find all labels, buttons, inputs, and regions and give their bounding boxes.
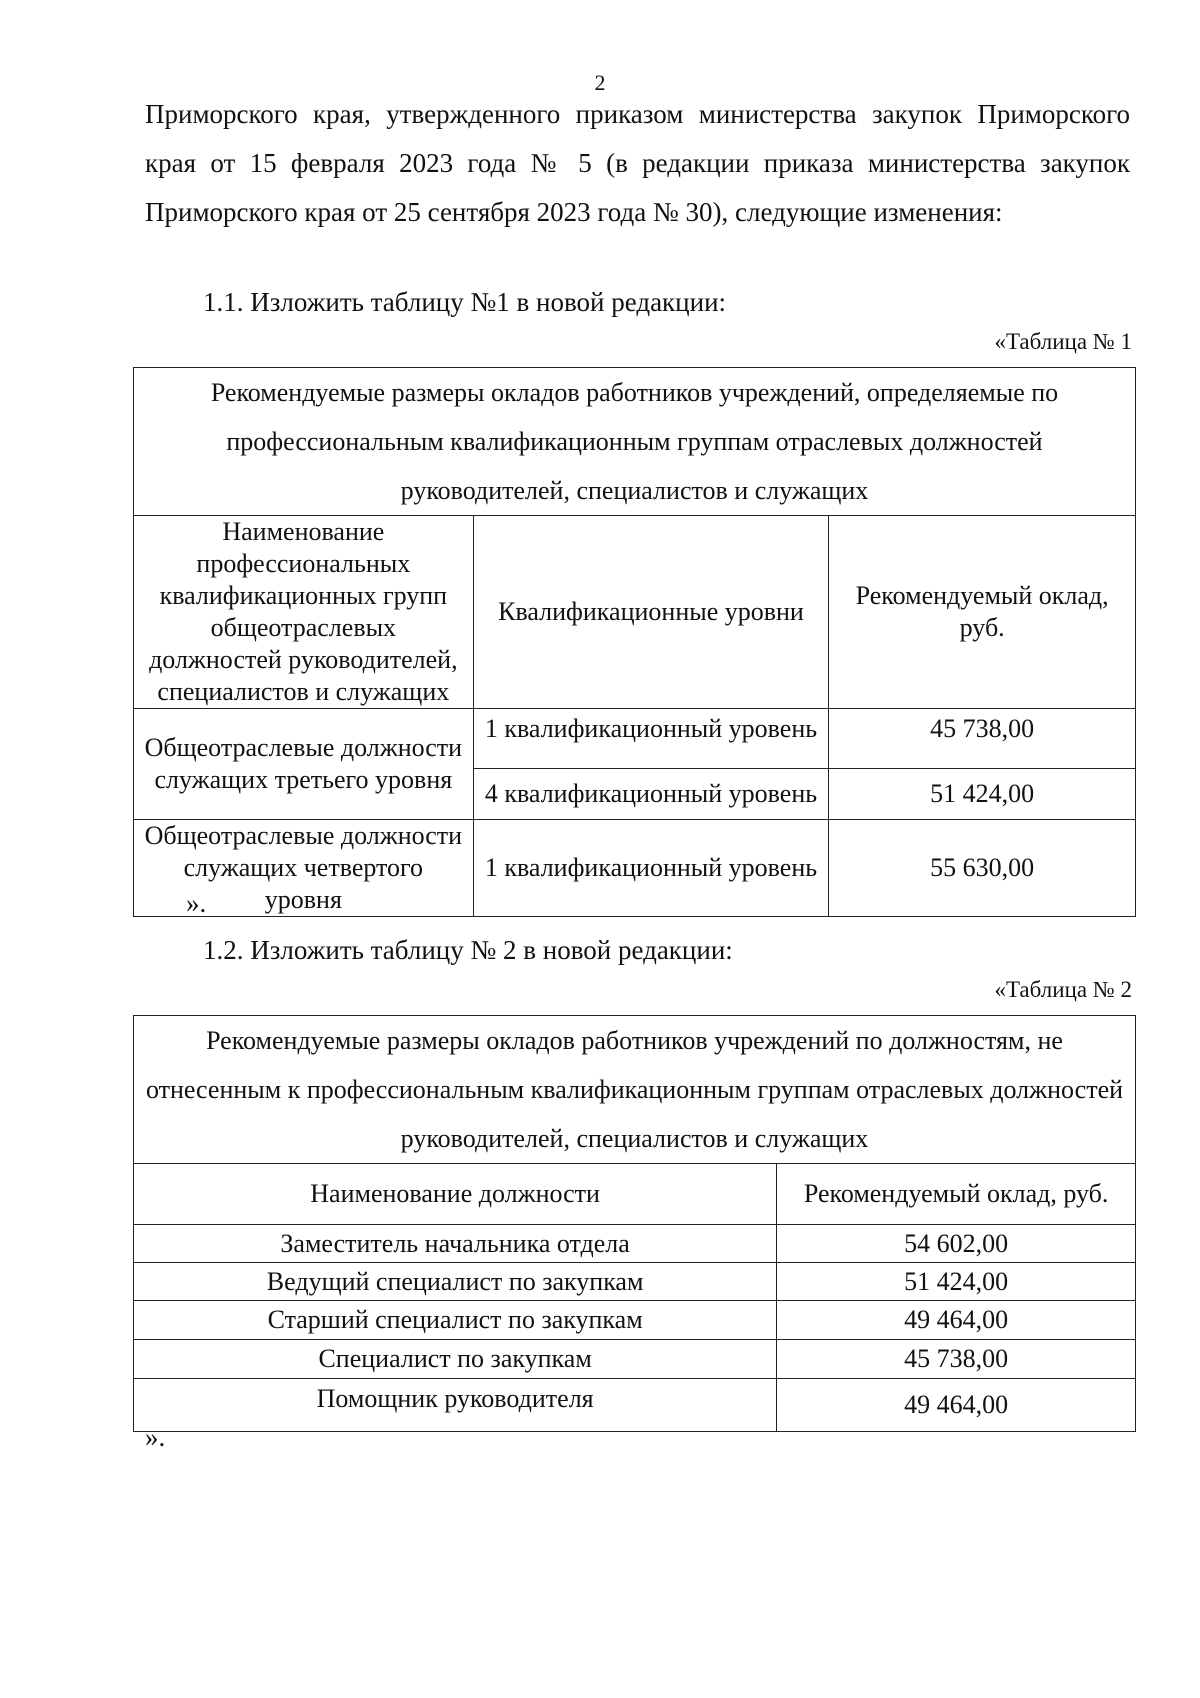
table-1-group-name: Общеотраслевые должности служащих третьего уровня — [134, 709, 474, 820]
table-2-position: Старший специалист по закупкам — [134, 1301, 777, 1340]
table-2-salary: 49 464,00 — [777, 1379, 1136, 1432]
close-quote-1: ». — [186, 888, 207, 918]
table-2-salary: 49 464,00 — [777, 1301, 1136, 1340]
close-quote-2: ». — [145, 1422, 166, 1452]
intro-paragraph: Приморского края, утвержденного приказом министерства закупок Приморского края от 15 февраля 2023 года № 5 (в редакции приказа министерства закупок Приморского края от 25 сентября 2023 года № 30), следующие изменения: — [145, 99, 1130, 227]
table-2-caption: Рекомендуемые размеры окладов работников учреждений по должностям, не отнесенным к профессиональным квалификационным группам отраслевых должностей руководителей, специалистов и служащих — [134, 1016, 1136, 1164]
table-2-position: Помощник руководителя — [134, 1379, 777, 1432]
page-number: 2 — [594, 70, 606, 95]
table-2 — [133, 1015, 1136, 1432]
table-1-salary: 45 738,00 — [829, 709, 1136, 769]
table-1 — [133, 367, 1136, 917]
item-1-1: 1.1. Изложить таблицу №1 в новой редакции: — [203, 287, 727, 317]
table-1-salary: 55 630,00 — [829, 820, 1136, 917]
table-2-position: Ведущий специалист по закупкам — [134, 1263, 777, 1301]
table-1-salary: 51 424,00 — [829, 769, 1136, 820]
table-1-header-level: Квалификационные уровни — [473, 516, 829, 709]
table-2-position: Заместитель начальника отдела — [134, 1225, 777, 1263]
table-1-caption: Рекомендуемые размеры окладов работников учреждений, определяемые по профессиональным квалификационным группам отраслевых должностей руководителей, специалистов и служащих — [134, 368, 1136, 516]
table-1-level: 1 квалификационный уровень — [473, 709, 829, 769]
table-1-group-name: Общеотраслевые должности служащих четвертого уровня — [134, 820, 474, 917]
table-2-header-position: Наименование должности — [134, 1164, 777, 1225]
table-1-header-salary: Рекомендуемый оклад, руб. — [829, 516, 1136, 709]
table-2-position: Специалист по закупкам — [134, 1340, 777, 1379]
table-1-label: «Таблица № 1 — [994, 329, 1132, 354]
table-2-header-salary: Рекомендуемый оклад, руб. — [777, 1164, 1136, 1225]
table-2-salary: 45 738,00 — [777, 1340, 1136, 1379]
table-2-label: «Таблица № 2 — [994, 977, 1132, 1002]
table-2-salary: 54 602,00 — [777, 1225, 1136, 1263]
table-2-salary: 51 424,00 — [777, 1263, 1136, 1301]
table-1-level: 1 квалификационный уровень — [473, 820, 829, 917]
item-1-2: 1.2. Изложить таблицу № 2 в новой редакции: — [203, 935, 733, 965]
table-1-level: 4 квалификационный уровень — [473, 769, 829, 820]
table-1-header-group: Наименование профессиональных квалификационных групп общеотраслевых должностей руководителей, специалистов и служащих — [134, 516, 474, 709]
